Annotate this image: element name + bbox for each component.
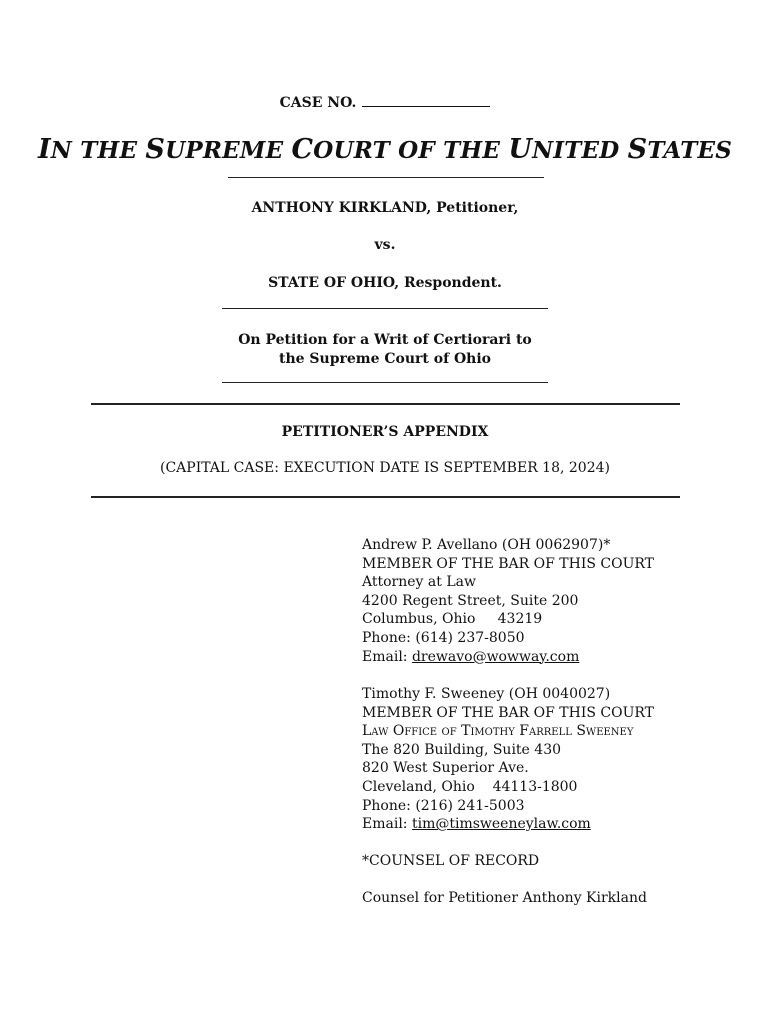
counsel-block-sweeney [362, 685, 762, 834]
versus-line: vs. [374, 237, 396, 253]
counsel-name: Andrew P. Avellano (OH 0062907)* [362, 537, 611, 553]
divider [222, 308, 548, 309]
counsel-address: 820 West Superior Ave. [362, 760, 529, 777]
petition-line-2: the Supreme Court of Ohio [278, 351, 492, 367]
case-number-blank [362, 94, 490, 107]
court-title-part: OURT OF THE [313, 137, 509, 164]
counsel-name: Timothy F. Sweeney (OH 0040027) [362, 686, 611, 702]
counsel-city: Columbus, Ohio 43219 [362, 611, 543, 628]
court-title-part: C [291, 134, 314, 165]
counsel-address: 4200 Regent Street, Suite 200 [362, 592, 579, 609]
capital-case-notice: (CAPITAL CASE: EXECUTION DATE IS SEPTEMBER 18, 2024) [159, 460, 610, 476]
appendix-title: PETITIONER’S APPENDIX [281, 424, 489, 440]
counsel-phone: Phone: (614) 237-8050 [362, 629, 525, 646]
counsel-firm: Attorney at Law [362, 574, 476, 591]
court-title-part: S [145, 134, 166, 165]
petition-line-1: On Petition for a Writ of Certiorari to [238, 332, 532, 348]
counsel-of-record-note: *COUNSEL OF RECORD [362, 853, 540, 869]
court-title-part: NITED [532, 137, 628, 164]
email-label: Email: [362, 648, 412, 665]
court-title-part: I [37, 134, 51, 165]
counsel-phone: Phone: (216) 241-5003 [362, 797, 525, 814]
petitioner-line: ANTHONY KIRKLAND, Petitioner, [251, 200, 519, 216]
counsel-email [362, 815, 762, 834]
counsel-block-avellano [362, 536, 762, 666]
court-title-part: S [627, 134, 648, 165]
counsel-email [362, 648, 762, 667]
divider [228, 177, 544, 178]
case-number-label: CASE NO. [279, 95, 357, 111]
respondent-line: STATE OF OHIO, Respondent. [268, 275, 502, 291]
section-rule-bottom [91, 496, 680, 498]
counsel-firm: Law Office of Timothy Farrell Sweeney [362, 723, 634, 740]
counsel-bar: MEMBER OF THE BAR OF THIS COURT [362, 704, 655, 721]
court-title-part: N THE [50, 137, 146, 164]
court-title-part: UPREME [165, 137, 292, 164]
court-title-part: TATES [647, 137, 733, 164]
divider [222, 382, 548, 383]
email-link[interactable]: tim@timsweeneylaw.com [411, 816, 591, 833]
email-label: Email: [362, 816, 412, 833]
email-link[interactable]: drewavo@wowway.com [411, 648, 580, 665]
counsel-for-petitioner-note: Counsel for Petitioner Anthony Kirkland [362, 890, 647, 906]
case-number [0, 94, 770, 111]
counsel-address: The 820 Building, Suite 430 [362, 741, 562, 758]
court-title-part: U [508, 134, 533, 165]
petition-caption [0, 331, 770, 369]
court-title [0, 134, 770, 165]
counsel-city: Cleveland, Ohio 44113-1800 [362, 778, 578, 795]
counsel-bar: MEMBER OF THE BAR OF THIS COURT [362, 555, 655, 572]
section-rule-top [91, 403, 680, 405]
